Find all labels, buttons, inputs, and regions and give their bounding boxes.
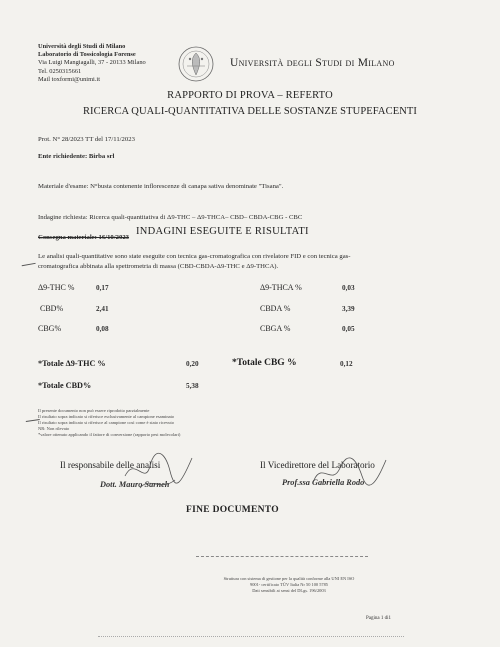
analysis-description [38, 252, 351, 272]
document-title: RAPPORTO DI PROVA – REFERTO [167, 90, 333, 101]
note-line: Il risultato sopra indicato si riferisce al campione così come è stato ricevuto [38, 420, 174, 425]
delivery-date: Consegna materiale: 16/10/2023 [38, 234, 130, 241]
document-subtitle: RICERCA QUALI-QUANTITATIVA DELLE SOSTANZE STUPEFACENTI [82, 106, 418, 117]
material-description: Materiale d'esame: N°busta contenente inflorescenze di canapa sativa denominate "Tisana". [38, 183, 284, 190]
total-value: 5,38 [186, 382, 199, 390]
footer-line: Dati sensibili ai sensi del DLgs. 196/2003 [252, 588, 326, 593]
footer-certification [196, 576, 382, 594]
analysis-line: cromatografica abbinata alla spettrometria di massa (CBD-CBDA-Δ9-THC e Δ9-THCA). [38, 263, 279, 270]
bottom-divider [98, 636, 404, 637]
footer-line: 9001- certificato TÜV Italia Nr 50 100 5785 [250, 582, 328, 587]
total-label: *Totale Δ9-THC % [38, 359, 106, 368]
requested-investigation: Indagine richiesta: Ricerca quali-quantitativa di Δ9-THC – Δ9-THCA– CBD– CBDA-CBG - CBC [38, 214, 303, 221]
result-value: 0,05 [342, 325, 355, 333]
total-value: 0,12 [340, 360, 353, 368]
result-label: CBD% [40, 304, 64, 313]
signature-right-scribble-icon [310, 450, 390, 494]
university-seal-icon [176, 44, 216, 84]
total-value: 0,20 [186, 360, 199, 368]
total-label: *Totale CBD% [38, 381, 92, 390]
footer-line: Struttura con sistema di gestione per la qualità conforme alla UNI EN ISO [223, 576, 355, 581]
signature-right-label: Il Vicedirettore del Laboratorio [260, 460, 375, 470]
lab-header-line: Laboratorio di Tossicologia Forense [38, 51, 136, 59]
signature-left-name: Dott. Mauro Sarneh [100, 480, 170, 489]
result-value: 2,41 [96, 305, 109, 313]
lab-header-line: Mail toxformi@unimi.it [38, 75, 100, 83]
end-of-document: FINE DOCUMENTO [186, 505, 279, 515]
total-label: *Totale CBG % [232, 358, 297, 368]
result-label: Δ9-THC % [38, 283, 75, 292]
legal-notes [38, 408, 180, 438]
section-title: INDAGINI ESEGUITE E RISULTATI [136, 226, 309, 237]
signature-right-name: Prof.ssa Gabriella Rodo [282, 478, 365, 487]
result-label: Δ9-THCA % [260, 283, 302, 292]
footer-divider [196, 556, 368, 557]
result-value: 0,03 [342, 284, 355, 292]
signature-left-label: Il responsabile delle analisi [60, 460, 161, 470]
result-label: CBG% [38, 324, 62, 333]
note-line: NR: Non rilevato [38, 426, 70, 431]
result-label: CBGA % [260, 324, 291, 333]
result-value: 0,17 [96, 284, 109, 292]
lab-header [38, 43, 146, 84]
note-line: Il presente documento non può essere riprodotto parzialmente [38, 408, 150, 413]
lab-header-line: Tel. 0250315661 [38, 67, 82, 75]
page-number: Pagina 1 di1 [366, 616, 391, 621]
result-value: 0,08 [96, 325, 109, 333]
result-label: CBDA % [260, 304, 291, 313]
lab-header-line: Via Luigi Mangiagalli, 37 - 20133 Milano [38, 59, 146, 67]
margin-mark [22, 263, 37, 270]
result-value: 3,39 [342, 305, 355, 313]
note-line: *valore ottenuto applicando il fattore di conversione (rapporto pesi molecolari) [38, 432, 181, 437]
requester: Ente richiedente: Birba srl [38, 153, 115, 160]
signature-left-scribble-icon [120, 446, 200, 496]
note-line: Il risultato sopra indicato si riferisce esclusivamente al campione esaminato [38, 414, 175, 419]
university-name: Università degli Studi di Milano [230, 57, 395, 69]
lab-header-line: Università degli Studi di Milano [38, 43, 126, 50]
analysis-line: Le analisi quali-quantitative sono state eseguite con tecnica gas-cromatografica con rivelatore FID e con tecnica gas- [38, 253, 351, 260]
protocol-number: Prot. N° 28/2023 TT del 17/11/2023 [38, 136, 135, 143]
